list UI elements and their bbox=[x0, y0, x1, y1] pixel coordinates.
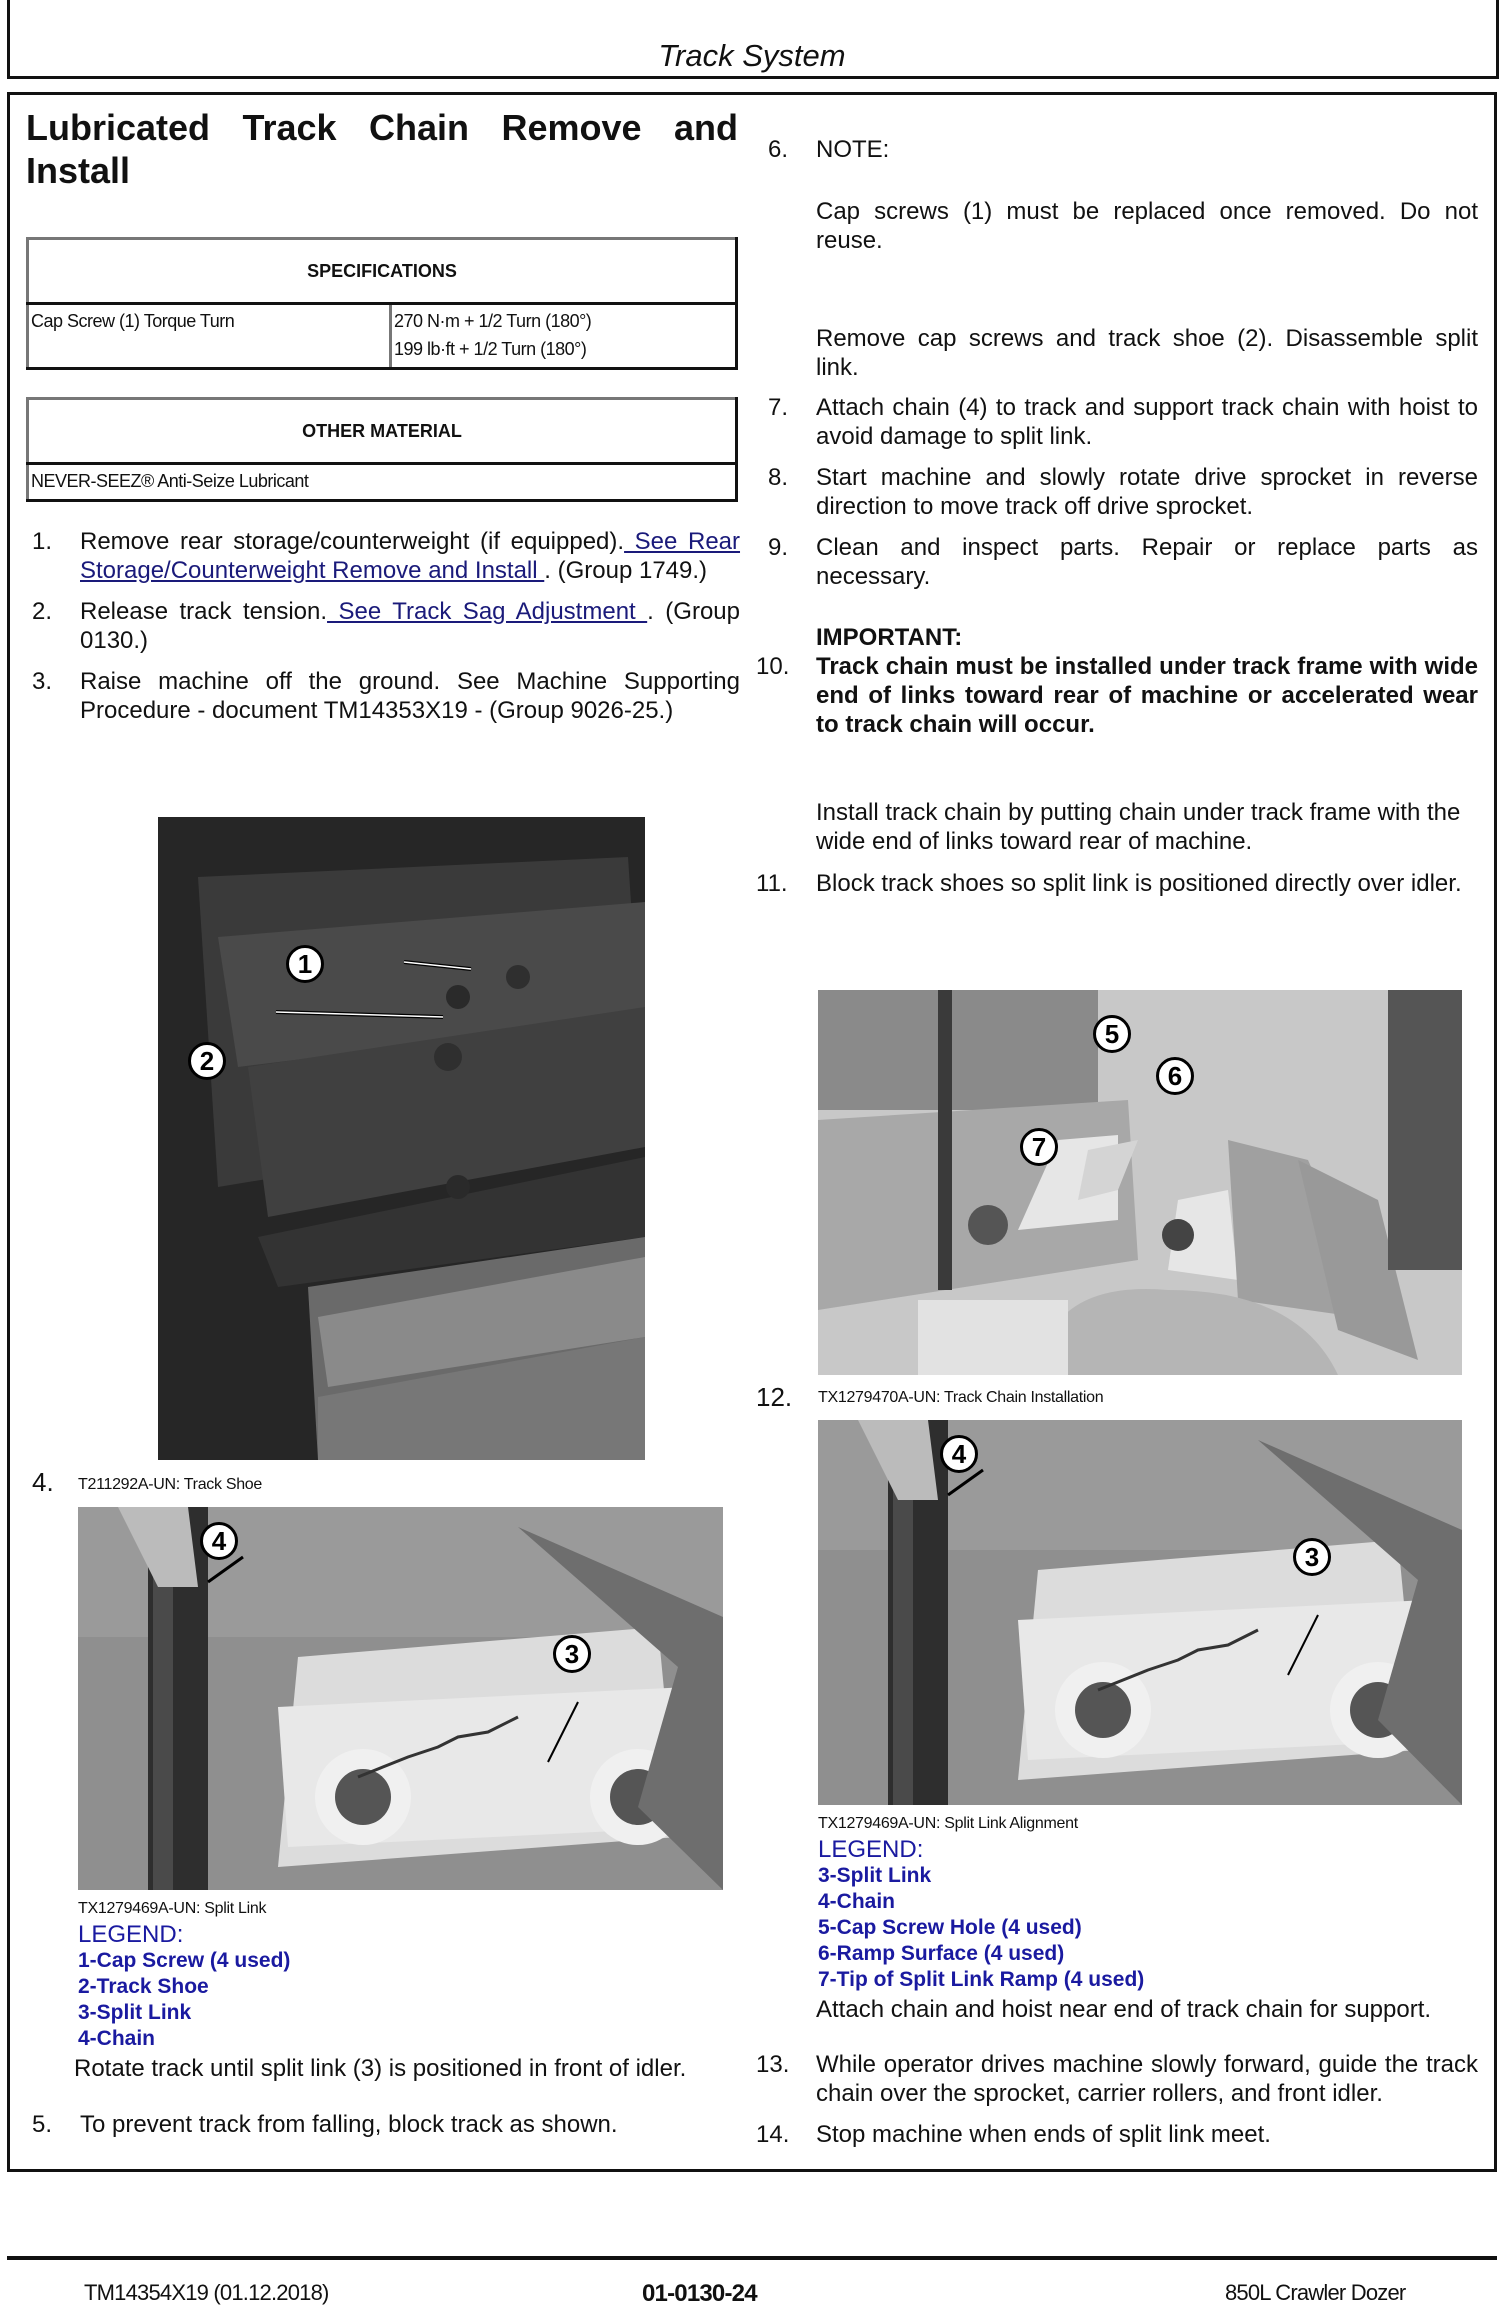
step-number: 6. bbox=[768, 136, 789, 163]
step-number: 2. bbox=[32, 598, 53, 625]
step-number: 4. bbox=[32, 1467, 54, 1497]
step-number: 9. bbox=[768, 534, 789, 561]
legend-item: 6-Ramp Surface (4 used) bbox=[818, 1942, 1065, 1965]
legend-item: 7-Tip of Split Link Ramp (4 used) bbox=[818, 1968, 1145, 1991]
step-number: 13. bbox=[756, 2051, 790, 2078]
figure-caption: T211292A-UN: Track Shoe bbox=[78, 1476, 263, 1493]
step-number: 1. bbox=[32, 528, 53, 555]
legend-item: 3-Split Link bbox=[78, 2001, 192, 2024]
legend-item: 4-Chain bbox=[78, 2027, 156, 2050]
important-label: IMPORTANT: bbox=[816, 624, 963, 651]
photo-split-link bbox=[78, 1507, 723, 1890]
step-number: 11. bbox=[756, 870, 788, 897]
figure-caption: TX1279469A-UN: Split Link Alignment bbox=[818, 1815, 1078, 1832]
callout-5: 5 bbox=[1093, 1015, 1131, 1053]
link-track-sag[interactable]: See Track Sag Adjustment bbox=[327, 598, 648, 625]
legend-item: 5-Cap Screw Hole (4 used) bbox=[818, 1916, 1082, 1939]
table-row bbox=[28, 304, 737, 369]
step-number: 12. bbox=[756, 1382, 793, 1412]
step-text: Block track shoes so split link is positioned directly over idler. bbox=[816, 870, 1462, 897]
material-item: NEVER-SEEZ® Anti-Seize Lubricant bbox=[28, 464, 737, 501]
step-text: To prevent track from falling, block track as shown. bbox=[80, 2111, 618, 2138]
step-6-text: Remove cap screws and track shoe (2). Disassemble split link. bbox=[816, 325, 1478, 381]
legend-item: 1-Cap Screw (4 used) bbox=[78, 1949, 291, 1972]
callout-3: 3 bbox=[1293, 1538, 1331, 1576]
callout-4: 4 bbox=[200, 1522, 238, 1560]
step-9 bbox=[768, 533, 1478, 591]
other-material-heading: OTHER MATERIAL bbox=[28, 399, 737, 464]
callout-3: 3 bbox=[553, 1635, 591, 1673]
legend bbox=[818, 1837, 1144, 1993]
step-text: Raise machine off the ground. See Machine Supporting Procedure - document TM14353X19 - (Group 9026-25.) bbox=[80, 668, 740, 724]
figure-caption: TX1279470A-UN: Track Chain Installation bbox=[818, 1389, 1104, 1406]
photo-track-chain-installation bbox=[818, 990, 1462, 1375]
step-2 bbox=[32, 597, 740, 655]
step-text: Attach chain (4) to track and support track chain with hoist to avoid damage to split link. bbox=[816, 394, 1478, 450]
step-5 bbox=[32, 2110, 740, 2139]
legend-item: 4-Chain bbox=[818, 1890, 896, 1913]
page-title-line2: Install bbox=[26, 150, 131, 191]
step-14 bbox=[756, 2120, 1478, 2149]
section-title: Track System bbox=[658, 38, 846, 73]
step-text: While operator drives machine slowly forward, guide the track chain over the sprocket, carrier rollers, and front idler. bbox=[816, 2051, 1478, 2107]
callout-6: 6 bbox=[1156, 1057, 1194, 1095]
page-title bbox=[26, 106, 738, 192]
important-text: Track chain must be installed under track frame with wide end of links toward rear of machine or accelerated wear to track chain will occur. bbox=[816, 653, 1478, 738]
step-number: 8. bbox=[768, 464, 789, 491]
note-label: NOTE: bbox=[816, 136, 890, 163]
step-12-text: Attach chain and hoist near end of track chain for support. bbox=[816, 1996, 1432, 2023]
footer-page-number: 01-0130-24 bbox=[642, 2280, 757, 2307]
figure-caption: TX1279469A-UN: Split Link bbox=[78, 1900, 267, 1917]
footer-machine: 850L Crawler Dozer bbox=[1225, 2280, 1406, 2305]
photo-split-link-alignment bbox=[818, 1420, 1462, 1805]
specifications-heading: SPECIFICATIONS bbox=[28, 239, 737, 304]
spec-value-metric: 270 N·m + 1/2 Turn (180°) bbox=[394, 311, 592, 331]
footer-divider bbox=[7, 2256, 1497, 2260]
step-6 bbox=[768, 135, 1478, 164]
step-3 bbox=[32, 667, 740, 725]
note-text: Cap screws (1) must be replaced once removed. Do not reuse. bbox=[816, 198, 1478, 254]
step-text: Clean and inspect parts. Repair or replace parts as necessary. bbox=[816, 534, 1478, 590]
step-number: 10. bbox=[756, 653, 790, 680]
callout-4: 4 bbox=[940, 1435, 978, 1473]
table-row bbox=[28, 464, 737, 501]
spec-value bbox=[391, 304, 737, 369]
photo-track-shoe bbox=[158, 817, 645, 1460]
step-number: 7. bbox=[768, 394, 789, 421]
legend-item: 2-Track Shoe bbox=[78, 1975, 209, 1998]
step-number: 5. bbox=[32, 2111, 53, 2138]
step-10-text: Install track chain by putting chain under track frame with the wide end of links toward rear of machine. bbox=[816, 799, 1461, 855]
legend-heading: LEGEND: bbox=[78, 1921, 184, 1948]
legend-heading: LEGEND: bbox=[818, 1836, 924, 1863]
step-number: 3. bbox=[32, 668, 53, 695]
step-group: . (Group 1749.) bbox=[544, 557, 708, 584]
spec-item: Cap Screw (1) Torque Turn bbox=[28, 304, 391, 369]
step-number: 14. bbox=[756, 2121, 790, 2148]
callout-7: 7 bbox=[1020, 1128, 1058, 1166]
callout-1: 1 bbox=[286, 945, 324, 983]
page-title-line1: Lubricated Track Chain Remove and bbox=[26, 107, 738, 148]
step-group: . (Group 0130.) bbox=[80, 598, 740, 654]
step-text: Start machine and slowly rotate drive sprocket in reverse direction to move track off drive sprocket. bbox=[816, 464, 1478, 520]
step-text: Release track tension. bbox=[80, 598, 328, 625]
footer-manual-id: TM14354X19 (01.12.2018) bbox=[84, 2280, 329, 2305]
callout-2: 2 bbox=[188, 1042, 226, 1080]
step-11 bbox=[756, 869, 1478, 898]
step-7 bbox=[768, 393, 1478, 451]
spec-value-imperial: 199 lb·ft + 1/2 Turn (180°) bbox=[394, 339, 587, 359]
other-material-table bbox=[26, 397, 738, 502]
legend-item: 3-Split Link bbox=[818, 1864, 932, 1887]
step-text: Stop machine when ends of split link meet. bbox=[816, 2121, 1271, 2148]
step-1 bbox=[32, 527, 740, 585]
step-10 bbox=[756, 652, 1478, 739]
step-8 bbox=[768, 463, 1478, 521]
step-13 bbox=[756, 2050, 1478, 2108]
step-4-text: Rotate track until split link (3) is positioned in front of idler. bbox=[74, 2055, 687, 2082]
specifications-table bbox=[26, 237, 738, 370]
step-text: Remove rear storage/counterweight (if equipped). bbox=[80, 528, 625, 555]
link-rear-storage[interactable]: See Rear Storage/Counterweight Remove and Install bbox=[80, 528, 741, 584]
legend bbox=[78, 1922, 290, 2052]
